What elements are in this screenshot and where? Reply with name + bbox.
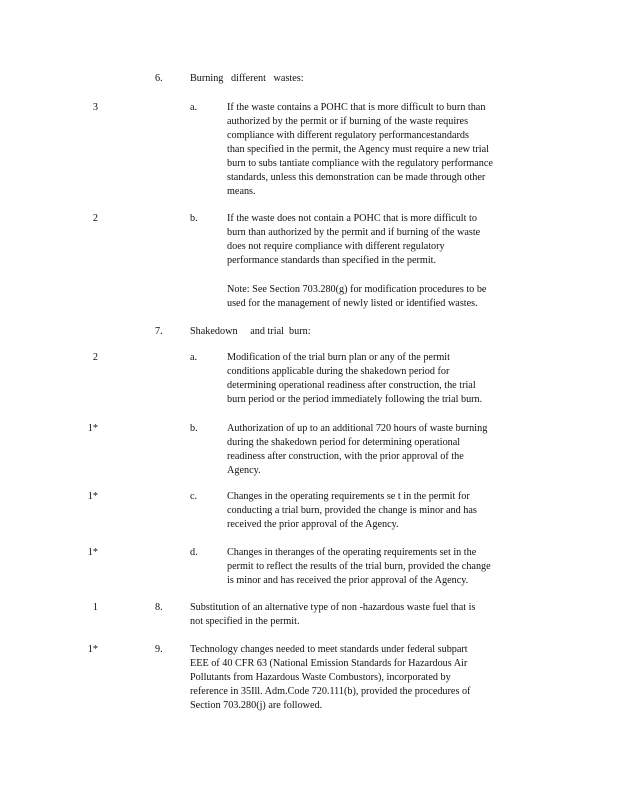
class-8: 1 — [92, 602, 98, 613]
paragraph-6b: If the waste does not contain a POHC that is more difficult to burn than authorized by the permit and if burning of the waste does not require compliance with different regulatory performance standards than specified in the permit. — [227, 213, 481, 266]
class-7d: 1* — [87, 547, 98, 558]
item-number-6: 6. — [155, 73, 163, 84]
class-6b: 2 — [92, 213, 98, 224]
letter-7a: a. — [190, 352, 198, 363]
letter-7d: d. — [190, 547, 198, 558]
paragraph-6a: If the waste contains a POHC that is more difficult to burn than authorized by the permit or if burning of the waste requires compliance with different regulatory performancestandards than specified in the permit, the Agency must require a new trial burn to subs tantiate compliance with the regulatory performance standards, unless this demonstration can be made through other means. — [227, 102, 493, 197]
letter-7c: c. — [190, 491, 198, 502]
paragraph-7b: Authorization of up to an additional 720 hours of waste burning during the shakedown period for determining operational readiness after construction, with the prior approval of the Agency. — [227, 423, 488, 476]
paragraph-7c: Changes in the operating requirements se t in the permit for conducting a trial burn, provided the change is minor and has received the prior approval of the Agency. — [227, 491, 477, 530]
item-number-9: 9. — [155, 644, 163, 655]
class-7c: 1* — [87, 491, 98, 502]
letter-6a: a. — [190, 102, 198, 113]
class-7b: 1* — [87, 423, 98, 434]
class-7a: 2 — [92, 352, 98, 363]
item-title-6: Burning different wastes: — [190, 73, 304, 84]
letter-6b: b. — [190, 213, 198, 224]
paragraph-8: Substitution of an alternative type of non -hazardous waste fuel that is not specified in the permit. — [190, 602, 476, 627]
item-number-7: 7. — [155, 326, 163, 337]
paragraph-7a: Modification of the trial burn plan or any of the permit conditions applicable during the shakedown period for determining operational readiness after construction, the trial burn period or the period immediately following the trial burn. — [227, 352, 483, 405]
paragraph-9: Technology changes needed to meet standards under federal subpart EEE of 40 CFR 63 (National Emission Standards for Hazardous Air Pollutants from Hazardous Waste Combustors), incorporated by reference in 35Ill. Adm.Code 720.111(b), provided the procedures of Section 703.280(j) are followed. — [190, 644, 471, 711]
class-6a: 3 — [92, 102, 98, 113]
paragraph-7d: Changes in theranges of the operating requirements set in the permit to reflect the results of the trial burn, provided the change is minor and has received the prior approval of the Agency. — [227, 547, 491, 586]
note-6b: Note: See Section 703.280(g) for modification procedures to be used for the management of newly listed or identified wastes. — [227, 284, 487, 309]
class-9: 1* — [87, 644, 98, 655]
item-title-7: Shakedown and trial burn: — [190, 326, 311, 337]
letter-7b: b. — [190, 423, 198, 434]
item-number-8: 8. — [155, 602, 163, 613]
